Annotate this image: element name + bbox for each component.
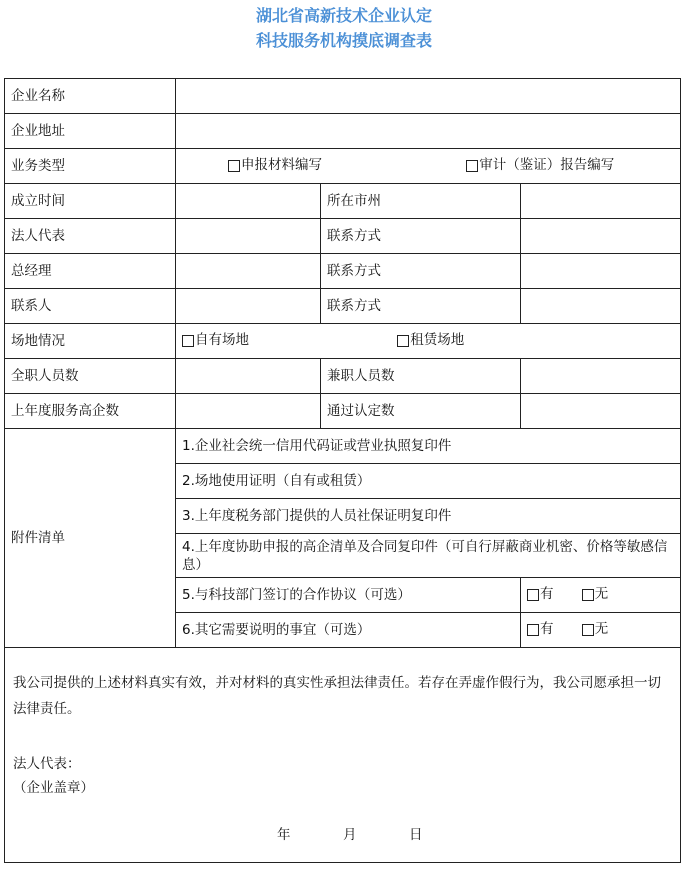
business-type-options	[176, 149, 681, 184]
site-label: 场地情况	[5, 324, 176, 359]
checkbox-icon[interactable]	[397, 335, 409, 347]
date-day-label: 日	[409, 827, 423, 843]
row-company-name	[5, 79, 681, 114]
attachment-item: 1.企业社会统一信用代码证或营业执照复印件	[176, 429, 681, 464]
attachment-6-options	[521, 613, 681, 648]
gm-field[interactable]	[176, 254, 321, 289]
row-established	[5, 184, 681, 219]
gm-contact-field[interactable]	[521, 254, 681, 289]
company-name-field[interactable]	[176, 79, 681, 114]
contact-label: 联系方式	[321, 219, 521, 254]
row-legal-rep	[5, 219, 681, 254]
row-declaration	[5, 648, 681, 863]
company-address-field[interactable]	[176, 114, 681, 149]
contact-label: 联系方式	[321, 289, 521, 324]
attachment-item: 2.场地使用证明（自有或租赁）	[176, 464, 681, 499]
certified-field[interactable]	[521, 394, 681, 429]
company-seal-label: （企业盖章）	[13, 780, 94, 796]
option-no[interactable]: 无	[582, 585, 609, 603]
established-label: 成立时间	[5, 184, 176, 219]
row-site	[5, 324, 681, 359]
checkbox-icon[interactable]	[582, 624, 594, 636]
certified-label: 通过认定数	[321, 394, 521, 429]
site-option-leased[interactable]: 租赁场地	[397, 331, 464, 349]
company-name-label: 企业名称	[5, 79, 176, 114]
attachment-row-1	[5, 429, 681, 464]
row-contact-person	[5, 289, 681, 324]
business-option-2[interactable]: 审计（鉴证）报告编写	[466, 156, 614, 174]
option-yes[interactable]: 有	[527, 585, 554, 603]
contact-person-label: 联系人	[5, 289, 176, 324]
option-yes[interactable]: 有	[527, 620, 554, 638]
site-options	[176, 324, 681, 359]
business-type-label: 业务类型	[5, 149, 176, 184]
contact-label: 联系方式	[321, 254, 521, 289]
attachment-5-options	[521, 578, 681, 613]
legal-rep-label: 法人代表	[5, 219, 176, 254]
row-business-type	[5, 149, 681, 184]
attachment-item: 6.其它需要说明的事宜（可选）	[176, 613, 521, 648]
parttime-label: 兼职人员数	[321, 359, 521, 394]
attachments-label: 附件清单	[5, 429, 176, 648]
contact-person-contact-field[interactable]	[521, 289, 681, 324]
served-label: 上年度服务高企数	[5, 394, 176, 429]
checkbox-icon[interactable]	[466, 160, 478, 172]
contact-person-field[interactable]	[176, 289, 321, 324]
row-served	[5, 394, 681, 429]
established-field[interactable]	[176, 184, 321, 219]
city-label: 所在市州	[321, 184, 521, 219]
checkbox-icon[interactable]	[582, 589, 594, 601]
parttime-field[interactable]	[521, 359, 681, 394]
fulltime-label: 全职人员数	[5, 359, 176, 394]
legal-rep-signature-label: 法人代表：	[13, 756, 81, 772]
checkbox-icon[interactable]	[527, 589, 539, 601]
company-address-label: 企业地址	[5, 114, 176, 149]
checkbox-icon[interactable]	[182, 335, 194, 347]
checkbox-icon[interactable]	[527, 624, 539, 636]
declaration-statement: 我公司提供的上述材料真实有效，并对材料的真实性承担法律责任。若存在弄虚作假行为，我公司愿承担一切法律责任。	[13, 675, 661, 717]
business-option-1[interactable]: 申报材料编写	[228, 156, 322, 174]
served-field[interactable]	[176, 394, 321, 429]
fulltime-field[interactable]	[176, 359, 321, 394]
legal-rep-field[interactable]	[176, 219, 321, 254]
attachment-item: 5.与科技部门签订的合作协议（可选）	[176, 578, 521, 613]
survey-form-table	[4, 78, 681, 863]
declaration-cell	[5, 648, 681, 863]
row-company-address	[5, 114, 681, 149]
row-general-manager	[5, 254, 681, 289]
city-field[interactable]	[521, 184, 681, 219]
date-year-label: 年	[277, 827, 291, 843]
page-subtitle: 科技服务机构摸底调查表	[255, 31, 432, 50]
row-staff	[5, 359, 681, 394]
attachment-item: 3.上年度税务部门提供的人员社保证明复印件	[176, 499, 681, 534]
checkbox-icon[interactable]	[228, 160, 240, 172]
page-title: 湖北省高新技术企业认定	[255, 6, 432, 25]
attachment-item: 4.上年度协助申报的高企清单及合同复印件（可自行屏蔽商业机密、价格等敏感信息）	[176, 534, 681, 578]
legal-rep-contact-field[interactable]	[521, 219, 681, 254]
gm-label: 总经理	[5, 254, 176, 289]
site-option-owned[interactable]: 自有场地	[182, 331, 249, 349]
option-no[interactable]: 无	[582, 620, 609, 638]
date-month-label: 月	[343, 827, 357, 843]
